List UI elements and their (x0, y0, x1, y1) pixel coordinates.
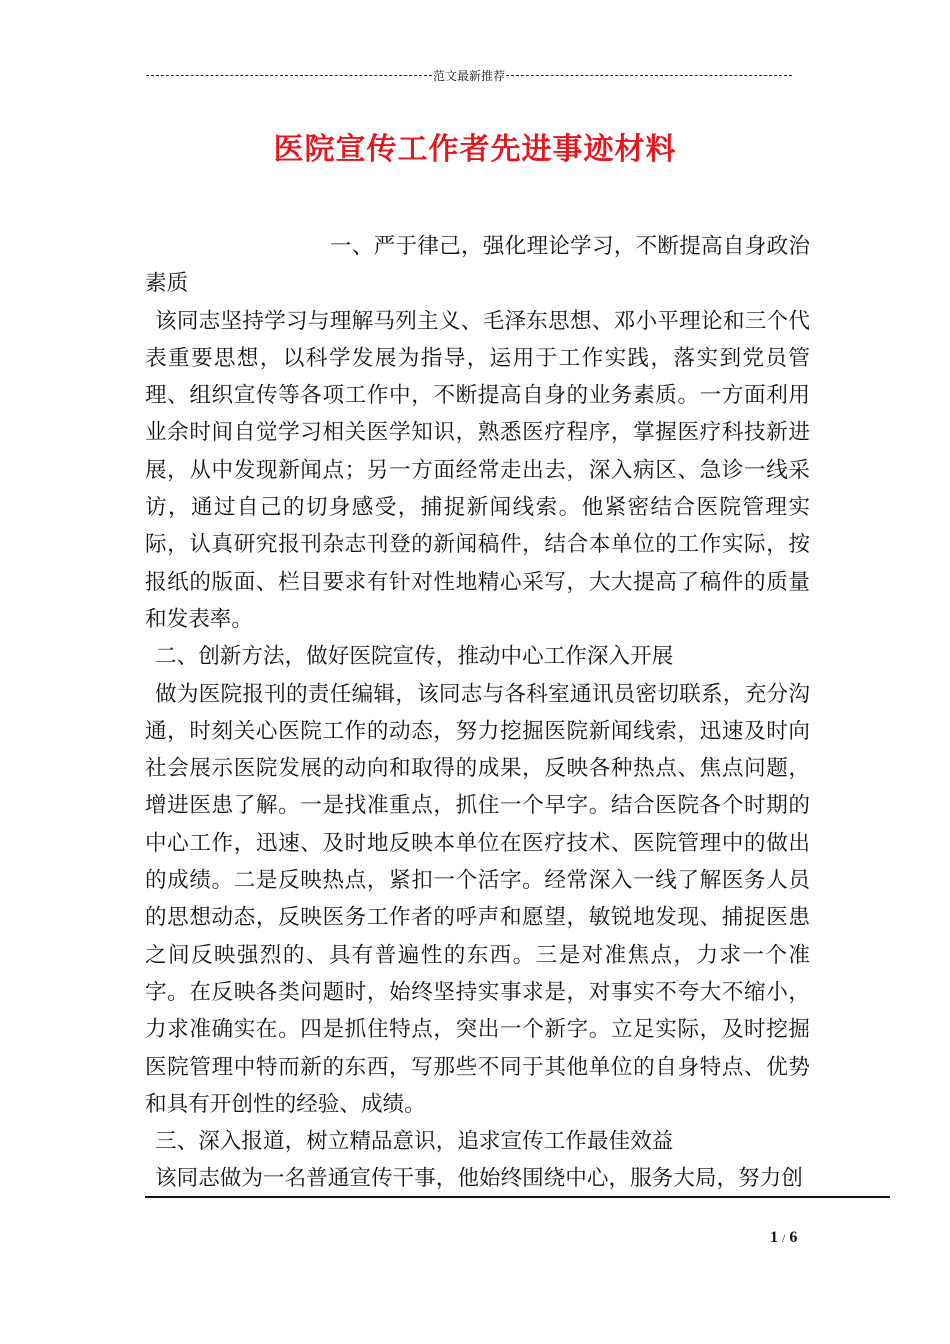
section-heading-1: 一、严于律己，强化理论学习，不断提高自身政治素质 (145, 234, 810, 297)
document-body (145, 228, 810, 1198)
current-page: 1 (770, 1229, 778, 1246)
header-label: 范文最新推荐 (433, 68, 506, 83)
total-pages: 6 (789, 1229, 798, 1246)
section-heading-2: 二、创新方法，做好医院宣传，推动中心工作深入开展 (155, 644, 674, 670)
footer-rule (145, 1196, 890, 1198)
page-header (146, 66, 792, 84)
page-number (770, 1229, 797, 1247)
section-paragraph-3: 该同志做为一名普通宣传干事，他始终围绕中心，服务大局，努力创 (155, 1166, 803, 1192)
section-heading-3: 三、深入报道，树立精品意识，追求宣传工作最佳效益 (155, 1129, 674, 1155)
header-dashed-rule-right (506, 75, 792, 76)
document-title: 医院宣传工作者先进事迹材料 (273, 132, 677, 167)
section-paragraph-2: 做为医院报刊的责任编辑，该同志与各科室通讯员密切联系，充分沟通，时刻关心医院工作的动态，努力挖掘医院新闻线索，迅速及时向社会展示医院发展的动向和取得的成果，反映各种热点、焦点问题，增进医患了解。一是找准重点，抓住一个早字。结合医院各个时期的中心工作，迅速、及时地反映本单位在医疗技术、医院管理中的做出的成绩。二是反映热点，紧扣一个活字。经常深入一线了解医务人员的思想动态，反映医务工作者的呼声和愿望，敏锐地发现、捕捉医患之间反映强烈的、具有普遍性的东西。三是对准焦点，力求一个准字。在反映各类问题时，始终坚持实事求是，对事实不夸大不缩小，力求准确实在。四是抓住特点，突出一个新字。立足实际，及时挖掘医院管理中特而新的东西，写那些不同于其他单位的自身特点、优势和具有开创性的经验、成绩。 (145, 681, 810, 1117)
page-separator: / (782, 1231, 786, 1245)
header-dashed-rule-left (146, 75, 432, 76)
section-paragraph-1: 该同志坚持学习与理解马列主义、毛泽东思想、邓小平理论和三个代表重要思想，以科学发展为指导，运用于工作实践，落实到党员管理、组织宣传等各项工作中，不断提高自身的业务素质。一方面利用业余时间自觉学习相关医学知识，熟悉医疗程序，掌握医疗科技新进展，从中发现新闻点；另一方面经常走出去，深入病区、急诊一线采访，通过自己的切身感受，捕捉新闻线索。他紧密结合医院管理实际，认真研究报刊杂志刊登的新闻稿件，结合本单位的工作实际，按报纸的版面、栏目要求有针对性地精心采写，大大提高了稿件的质量和发表率。 (145, 308, 810, 632)
